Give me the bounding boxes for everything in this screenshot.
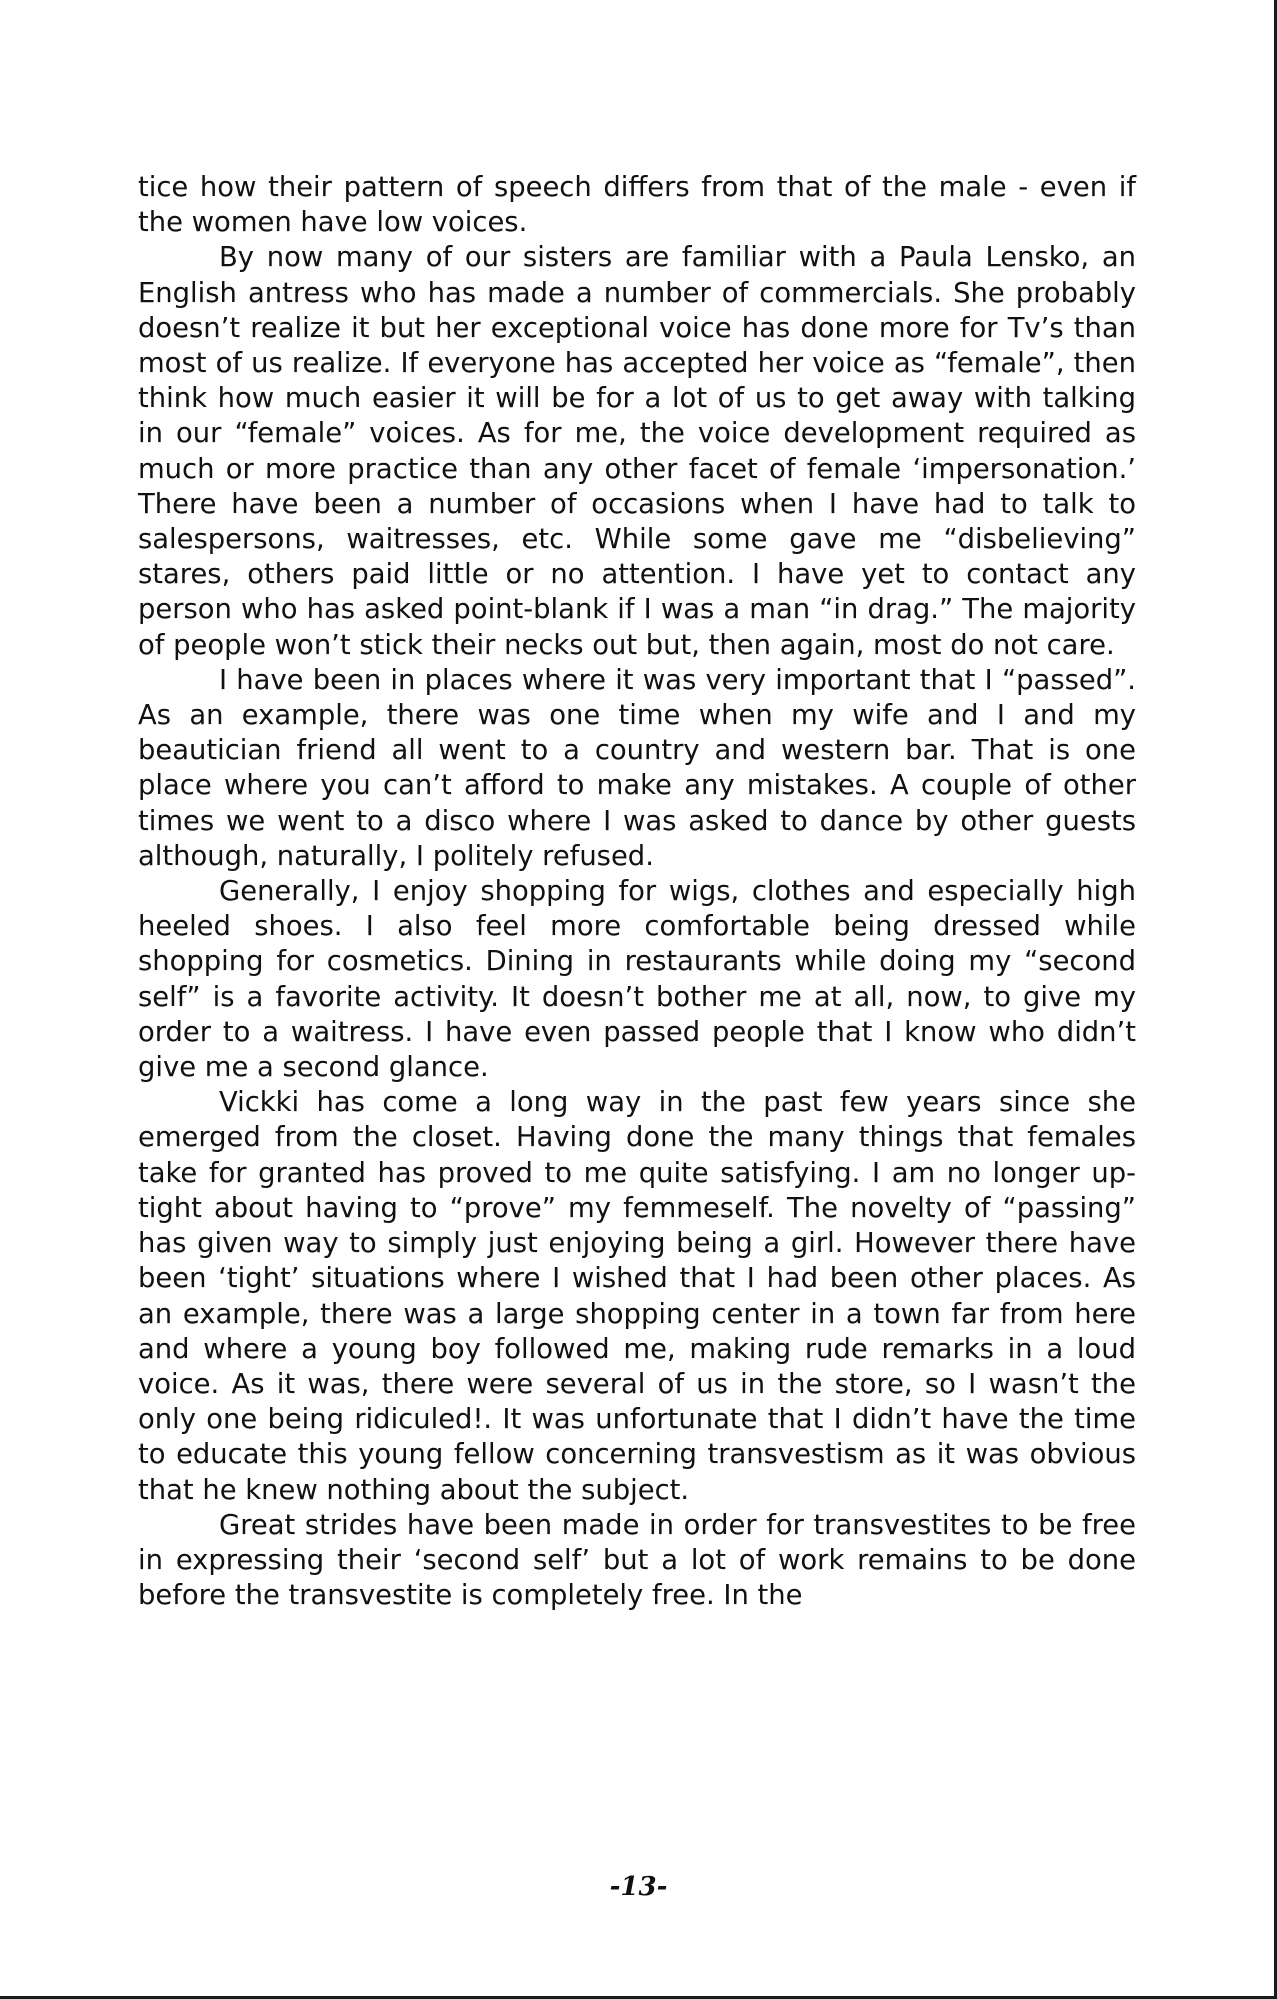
body-text bbox=[138, 170, 1136, 1613]
paragraph-vickki: Vickki has come a long way in the past few years since she emerged from the closet. Having done the many things that females take for granted has proved to me quite satisfying. I am no longer up-tight about having to “prove” my femmeself. The novelty of “passing” has given way to simply just enjoying being a girl. However there have been ‘tight’ situations where I wished that I had been other places. As an example, there was a large shopping center in a town far from here and where a young boy followed me, making rude remarks in a loud voice. As it was, there were several of us in the store, so I wasn’t the only one being ridiculed!. It was unfortunate that I didn’t have the time to educate this young fellow concerning transvestism as it was obvious that he knew nothing about the subject. bbox=[138, 1087, 1136, 1506]
paragraph-continuation: tice how their pattern of speech differs from that of the male - even if the women have low voices. bbox=[138, 172, 1136, 239]
paragraph-shopping: Generally, I enjoy shopping for wigs, clothes and especially high heeled shoes. I also feel more comfortable being dressed while shopping for cosmetics. Dining in restaurants while doing my “second self” is a favorite activity. It doesn’t bother me at all, now, to give my order to a waitress. I have even passed people that I know who didn’t give me a second glance. bbox=[138, 876, 1136, 1084]
page-number: -13- bbox=[609, 1872, 668, 1902]
paragraph-passing: I have been in places where it was very important that I “passed”. As an example, there was one time when my wife and I and my beautician friend all went to a country and western bar. That is one place where you can’t afford to make any mistakes. A couple of other times we went to a disco where I was asked to dance by other guests although, naturally, I politely refused. bbox=[138, 664, 1136, 872]
paragraph-great-strides: Great strides have been made in order for transvestites to be free in expressing their ‘second self’ but a lot of work remains to be done before the transvestite is completely free. In the bbox=[138, 1509, 1136, 1612]
paragraph-voice: By now many of our sisters are familiar with a Paula Lensko, an English antress who has made a number of commercials. She probably doesn’t realize it but her exceptional voice has done more for Tv’s than most of us realize. If everyone has accepted her voice as “female”, then think how much easier it will be for a lot of us to get away with talking in our “female” voices. As for me, the voice development required as much or more practice than any other facet of female ‘impersonation.’ There have been a number of occasions when I have had to talk to salespersons, waitresses, etc. While some gave me “disbelieving” stares, others paid little or no attention. I have yet to contact any person who has asked point-blank if I was a man “in drag.” The majority of people won’t stick their necks out but, then again, most do not care. bbox=[138, 242, 1136, 661]
